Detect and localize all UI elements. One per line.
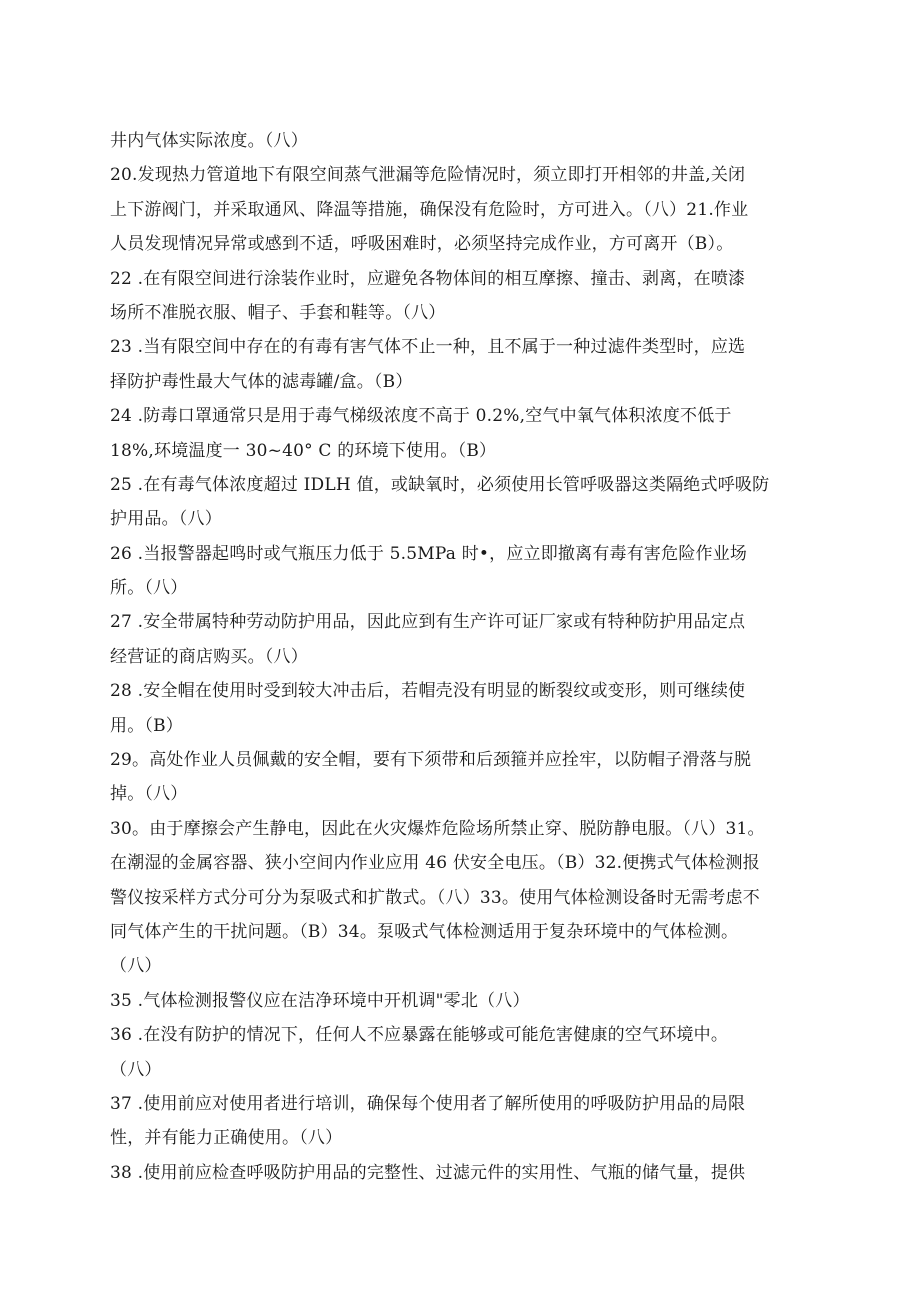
text-line: 27 .安全带属特种劳动防护用品，因此应到有生产许可证厂家或有特种防护用品定点: [110, 612, 746, 633]
text-line: 24 .防毒口罩通常只是用于毒气梯级浓度不高于 0.2%,空气中氧气体积浓度不低于: [110, 406, 732, 427]
text-line: 护用品。（八）: [110, 509, 222, 530]
text-line: （八）: [110, 1059, 162, 1080]
text-line: 人员发现情况异常或感到不适，呼吸困难时，必须坚持完成作业，方可离开（B）。: [110, 234, 734, 255]
document-body: [110, 124, 810, 1190]
text-line: 18%,环境温度一 30~40° C 的环境下使用。（B）: [110, 440, 497, 461]
text-line: 用。（B）: [110, 715, 183, 736]
text-line: 30。由于摩擦会产生静电，因此在火灾爆炸危险场所禁止穿、脱防静电服。（八）31。: [110, 818, 765, 839]
text-line: 23 .当有限空间中存在的有毒有害气体不止一种，且不属于一种过滤件类型时，应选: [110, 337, 746, 358]
text-line: 所。（八）: [110, 578, 188, 599]
text-line: 井内气体实际浓度。（八）: [110, 131, 308, 151]
text-line: 掉。（八）: [110, 784, 188, 805]
text-line: 26 .当报警器起鸣时或气瓶压力低于 5.5MPa 时•，应立即撤离有毒有害危险作业场: [110, 543, 748, 564]
text-line: 35 .气体检测报警仪应在洁净环境中开机调"零北（八）: [110, 990, 530, 1011]
text-line: 22 .在有限空间进行涂装作业时，应避免各物体间的相互摩擦、撞击、剥离，在喷漆: [110, 268, 746, 289]
text-line: 36 .在没有防护的情况下，任何人不应暴露在能够或可能危害健康的空气环境中。: [110, 1025, 729, 1046]
text-line: 择防护毒性最大气体的滤毒罐/盒。（B）: [110, 371, 413, 392]
text-line: 29。高处作业人员佩戴的安全帽，要有下须带和后颈箍并应拴牢，以防帽子滑落与脱: [110, 750, 752, 771]
text-line: 同气体产生的干扰问题。（B）34。泵吸式气体检测适用于复杂环境中的气体检测。: [110, 921, 739, 942]
text-line: 25 .在有毒气体浓度超过 IDLH 值，或缺氧时，必须使用长管呼吸器这类隔绝式呼吸防: [110, 474, 770, 495]
text-line: （八）: [110, 956, 162, 977]
text-line: 38 .使用前应检查呼吸防护用品的完整性、过滤元件的实用性、气瓶的储气量，提供: [110, 1162, 746, 1183]
text-line: 37 .使用前应对使用者进行培训，确保每个使用者了解所使用的呼吸防护用品的局限: [110, 1093, 746, 1114]
text-line: 20.发现热力管道地下有限空间蒸气泄漏等危险情况时，须立即打开相邻的井盖,关闭: [110, 165, 746, 186]
text-line: 性，并有能力正确使用。（八）: [110, 1128, 343, 1149]
text-line: 经营证的商店购买。（八）: [110, 646, 308, 667]
text-line: 场所不准脱衣服、帽子、手套和鞋等。（八）: [110, 302, 446, 323]
text-line: 在潮湿的金属容器、狭小空间内作业应用 46 伏安全电压。（B）32.便携式气体检测报: [110, 853, 760, 874]
text-line: 警仪按采样方式分可分为泵吸式和扩散式。（八）33。使用气体检测设备时无需考虑不: [110, 887, 760, 908]
text-line: 上下游阀门，并采取通风、降温等措施，确保没有危险时，方可进入。（八）21.作业: [110, 199, 749, 220]
text-line: 28 .安全帽在使用时受到较大冲击后，若帽壳没有明显的断裂纹或变形，则可继续使: [110, 681, 746, 702]
